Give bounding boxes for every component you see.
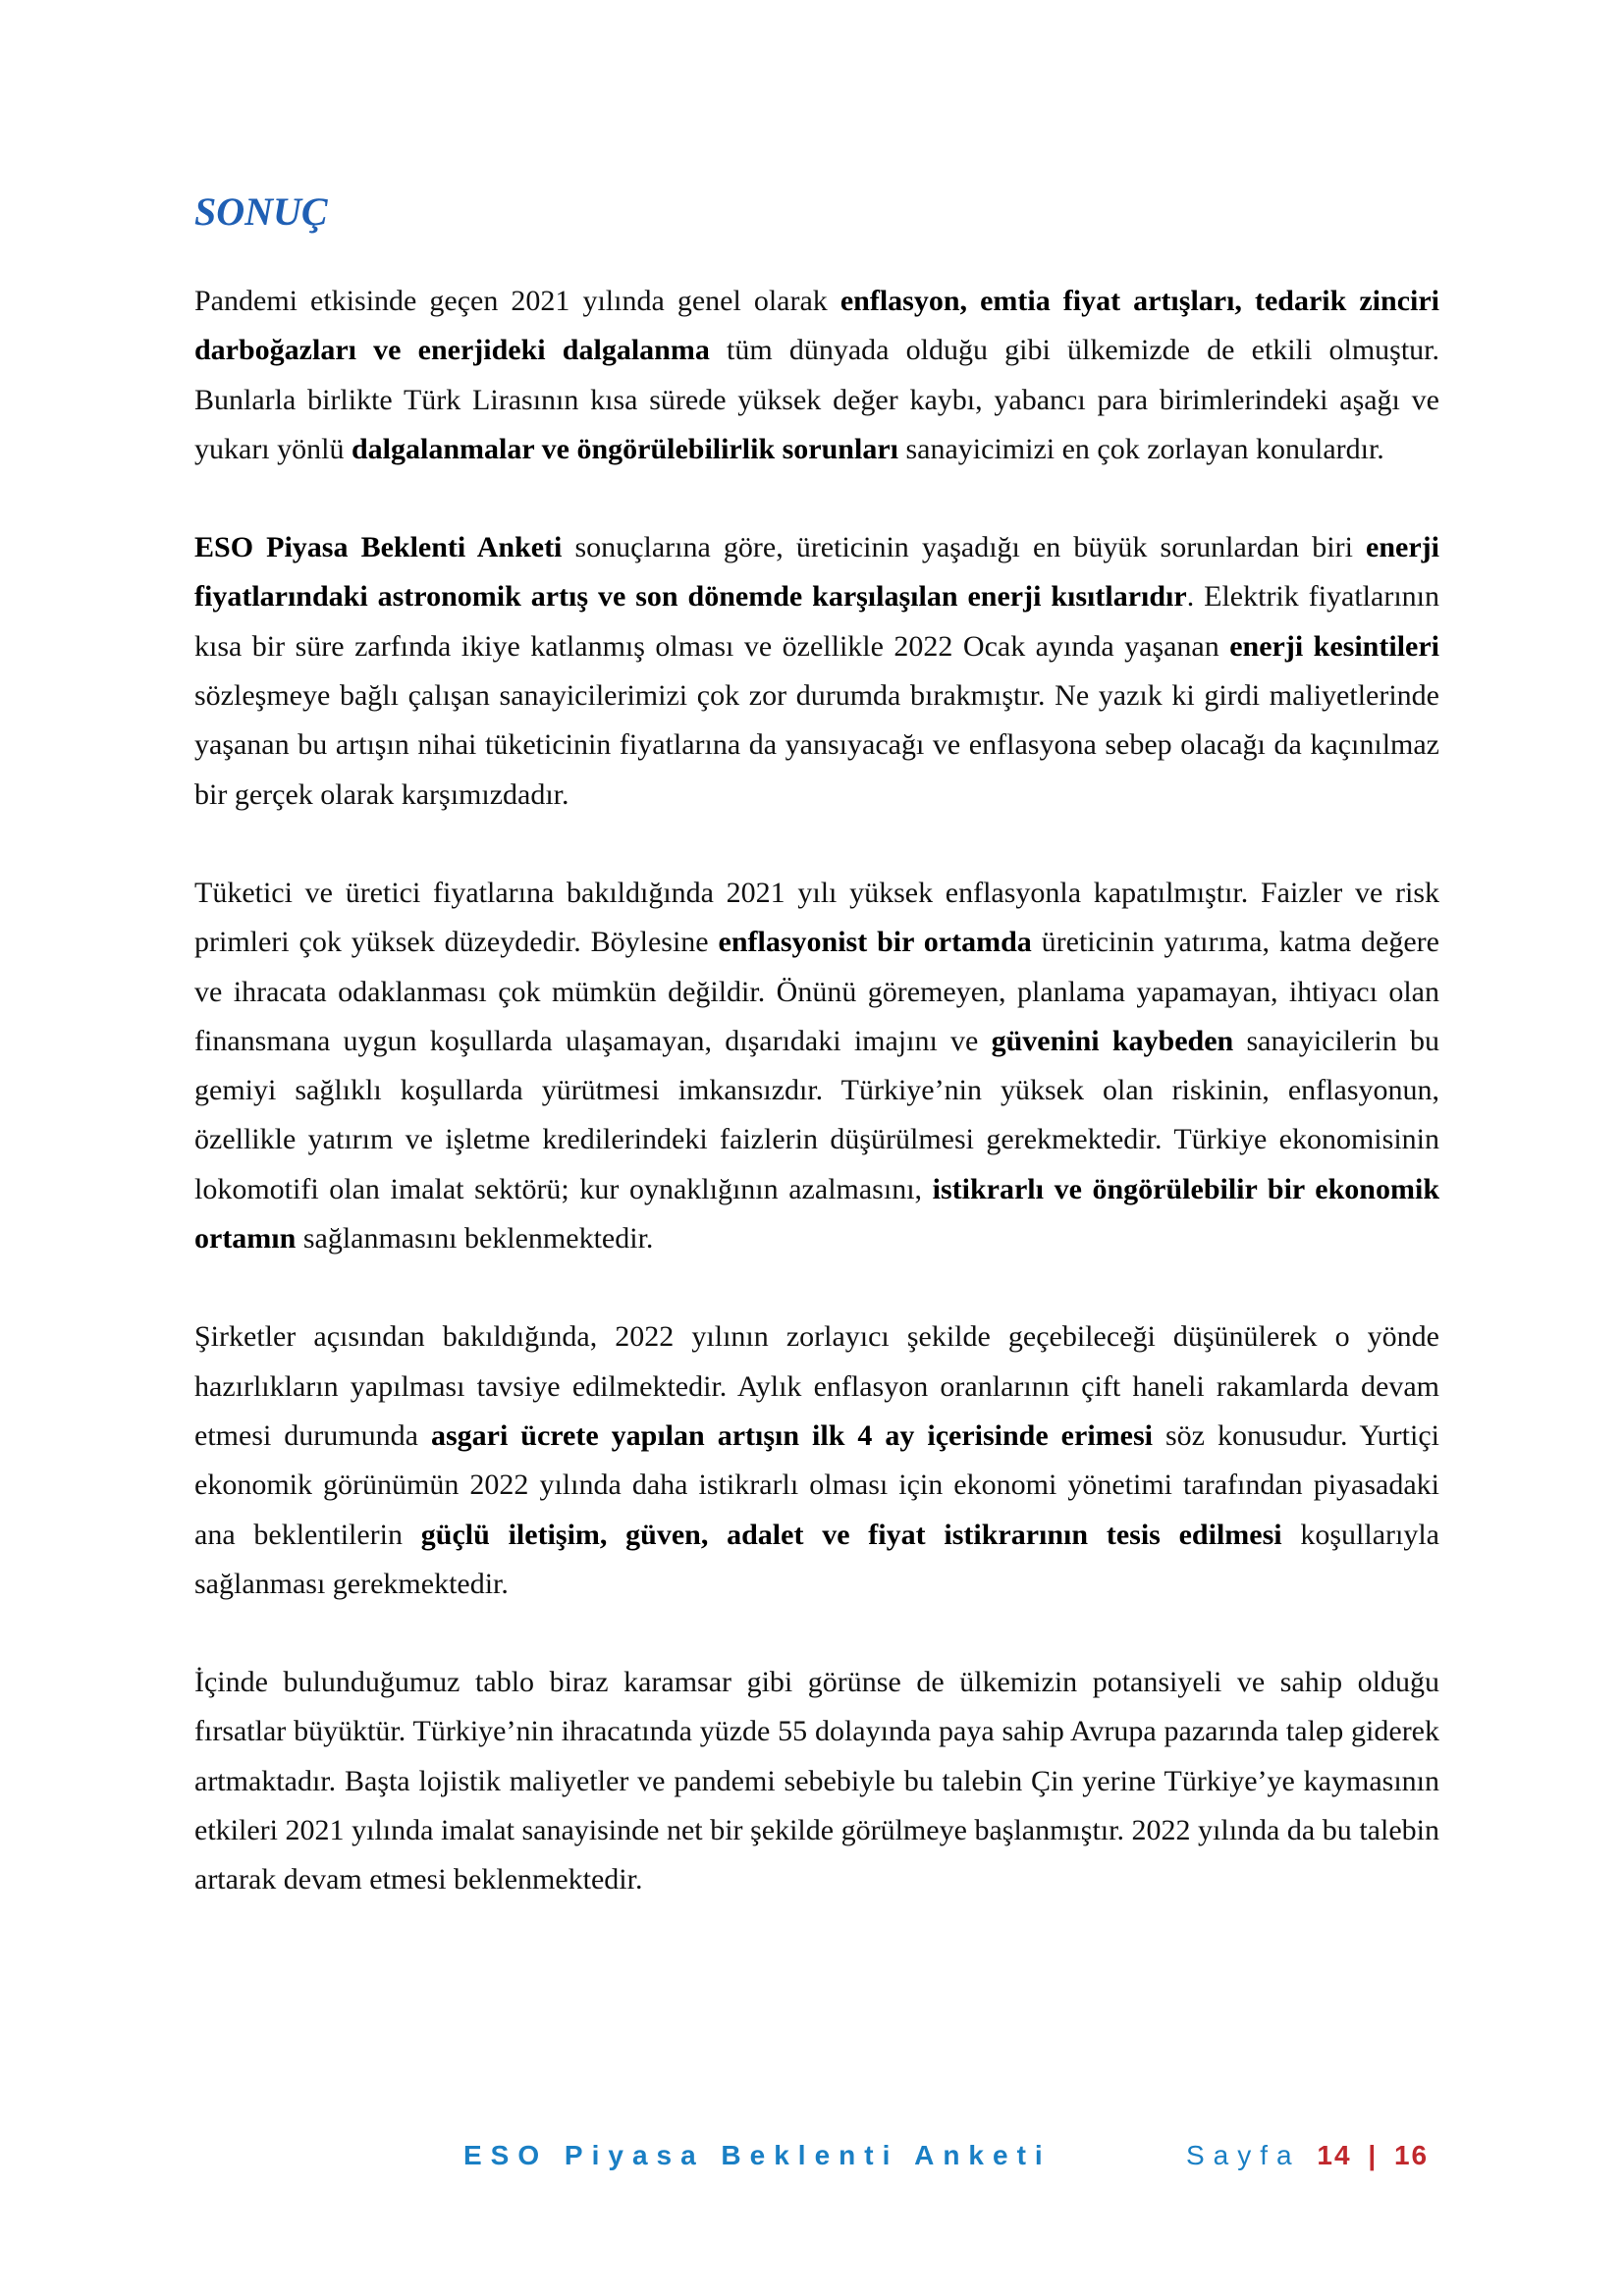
bold-text: enerji fiyatlarındaki astronomik artış ve son dönemde karşılaşılan enerji kısıtlarıdır — [194, 531, 1439, 614]
paragraph — [194, 869, 1439, 1263]
bold-text: enflasyon, emtia fiyat artışları, tedarik zinciri darboğazları ve enerjideki dalgalanma — [194, 285, 1439, 367]
section-title: SONUÇ — [194, 189, 328, 234]
text-run: söz konusudur. Yurtiçi ekonomik görünümün 2022 yılında daha istikrarlı olması için ekonomi yönetimi tarafından piyasadaki ana beklentilerin — [194, 1418, 1439, 1551]
bold-text: enflasyonist bir ortamda — [718, 926, 1032, 959]
bold-text: güvenini kaybeden — [991, 1024, 1234, 1057]
text-run: . Elektrik fiyatlarının kısa bir süre zarfında ikiye katlanmış olması ve özellikle 2022 Ocak ayında yaşanan — [194, 580, 1439, 663]
paragraph — [194, 1312, 1439, 1609]
bold-text: ESO Piyasa Beklenti Anketi — [194, 531, 563, 564]
page-label: Sayfa — [1186, 2140, 1301, 2170]
bold-text: enerji kesintileri — [1229, 629, 1439, 663]
text-run: sonuçlarına göre, üreticinin yaşadığı en büyük sorunlardan biri — [562, 531, 1367, 564]
paragraph — [194, 1658, 1439, 1904]
page-total: 16 — [1393, 2140, 1430, 2170]
text-run: sanayicilerin bu gemiyi sağlıklı koşullarda yürütmesi imkansızdır. Türkiye’nin yüksek olan riskinin, enflasyonun, özellikle yatırım ve işletme kredilerindeki faizlerin düşürülmesi gerekmektedir. Türkiye ekonomisinin lokomotifi olan imalat sektörü; kur oynaklığının azalmasını, — [194, 1024, 1439, 1205]
text-run: Tüketici ve üretici fiyatlarına bakıldığında 2021 yılı yüksek enflasyonla kapatılmıştır. Faizler ve risk primleri çok yüksek düzeydedir. Böylesine — [194, 876, 1439, 959]
text-run: koşullarıyla sağlanması gerekmektedir. — [194, 1518, 1439, 1600]
page-current: 14 — [1317, 2140, 1352, 2170]
text-run: Pandemi etkisinde geçen 2021 yılında genel olarak — [194, 285, 840, 317]
bold-text: asgari ücrete yapılan artışın ilk 4 ay içerisinde erimesi — [430, 1418, 1153, 1452]
bold-text: dalgalanmalar ve öngörülebilirlik sorunları — [351, 432, 898, 465]
text-run: sanayicimizi en çok zorlayan konulardır. — [897, 432, 1384, 465]
page-separator: | — [1368, 2140, 1379, 2170]
text-run: sağlanmasını beklenmektedir. — [296, 1222, 654, 1255]
paragraph — [194, 277, 1439, 474]
body-text — [194, 277, 1439, 1954]
footer-page-number — [1186, 2140, 1429, 2171]
paragraph — [194, 523, 1439, 820]
text-run: tüm dünyada olduğu gibi ülkemizde de etkili olmuştur. Bunlarla birlikte Türk Lirasının kısa sürede yüksek değer kaybı, yabancı para birimlerindeki aşağı ve yukarı yönlü — [194, 334, 1439, 465]
text-run: üreticinin yatırıma, katma değere ve ihracata odaklanması çok mümkün değildir. Önünü göremeyen, planlama yapamayan, ihtiyacı olan finansmana uygun koşullarda ulaşamayan, dışarıdaki imajını ve — [194, 926, 1439, 1057]
bold-text: istikrarlı ve öngörülebilir bir ekonomik ortamın — [194, 1172, 1440, 1255]
text-run: sözleşmeye bağlı çalışan sanayicilerimizi çok zor durumda bırakmıştır. Ne yazık ki girdi maliyetlerinde yaşanan bu artışın nihai tüketicinin fiyatlarına da yansıyacağı ve enflasyona sebep olacağı da kaçınılmaz bir gerçek olarak karşımızdadır. — [194, 679, 1439, 811]
text-run: İçinde bulunduğumuz tablo biraz karamsar gibi görünse de ülkemizin potansiyeli ve sahip olduğu fırsatlar büyüktür. Türkiye’nin ihracatında yüzde 55 dolayında paya sahip Avrupa pazarında talep giderek artmaktadır. Başta lojistik maliyetler ve pandemi sebebiyle bu talebin Çin yerine Türkiye’ye kaymasının etkileri 2021 yılında imalat sanayisinde net bir şekilde görülmeye başlanmıştır. 2022 yılında da bu talebin artarak devam etmesi beklenmektedir. — [194, 1666, 1439, 1896]
footer-document-title: ESO Piyasa Beklenti Anketi — [463, 2140, 1052, 2170]
text-run: Şirketler açısından bakıldığında, 2022 yılının zorlayıcı şekilde geçebileceği düşünülerek o yönde hazırlıkların yapılması tavsiye edilmektedir. Aylık enflasyon oranlarının çift haneli rakamlarda devam etmesi durumunda — [194, 1320, 1439, 1452]
bold-text: güçlü iletişim, güven, adalet ve fiyat istikrarının tesis edilmesi — [420, 1518, 1282, 1551]
